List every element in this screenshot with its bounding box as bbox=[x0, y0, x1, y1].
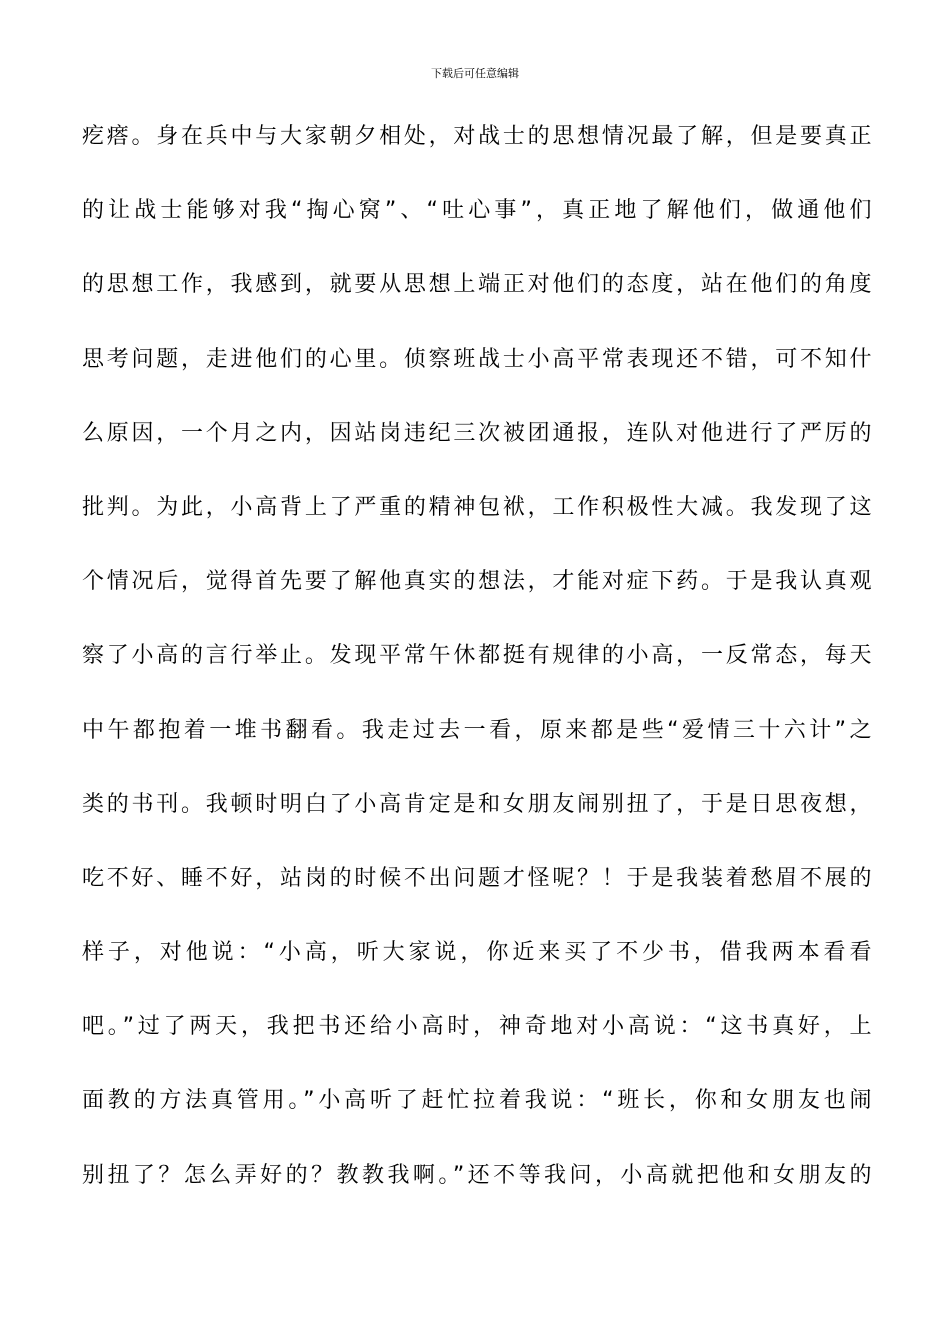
text-line: 察了小高的言行举止。发现平常午休都挺有规律的小高，一反常态，每天 bbox=[82, 643, 872, 669]
page-header: 下载后可任意编辑 bbox=[431, 67, 519, 80]
text-line: 思考问题，走进他们的心里。侦察班战士小高平常表现还不错，可不知什 bbox=[82, 346, 872, 372]
text-line: 吃不好、睡不好，站岗的时候不出问题才怪呢？！于是我装着愁眉不展的 bbox=[82, 865, 872, 891]
text-line: 吧。”过了两天，我把书还给小高时，神奇地对小高说：“这书真好，上 bbox=[82, 1014, 872, 1040]
text-line: 的让战士能够对我“掏心窝”、“吐心事”，真正地了解他们，做通他们 bbox=[82, 198, 872, 224]
text-line: 个情况后，觉得首先要了解他真实的想法，才能对症下药。于是我认真观 bbox=[82, 569, 872, 595]
text-line: 疙瘩。身在兵中与大家朝夕相处，对战士的思想情况最了解，但是要真正 bbox=[82, 124, 872, 149]
text-line: 中午都抱着一堆书翻看。我走过去一看，原来都是些“爱情三十六计”之 bbox=[82, 717, 872, 743]
text-line: 批判。为此，小高背上了严重的精神包袱，工作积极性大减。我发现了这 bbox=[82, 494, 872, 520]
text-line: 么原因，一个月之内，因站岗违纪三次被团通报，连队对他进行了严厉的 bbox=[82, 420, 872, 446]
text-line: 别扭了？怎么弄好的？教教我啊。”还不等我问，小高就把他和女朋友的 bbox=[82, 1162, 872, 1188]
text-line: 的思想工作，我感到，就要从思想上端正对他们的态度，站在他们的角度 bbox=[82, 272, 872, 298]
text-line: 类的书刊。我顿时明白了小高肯定是和女朋友闹别扭了，于是日思夜想， bbox=[82, 791, 872, 817]
text-line: 面教的方法真管用。”小高听了赶忙拉着我说：“班长，你和女朋友也闹 bbox=[82, 1088, 872, 1114]
text-line: 样子，对他说：“小高，听大家说，你近来买了不少书，借我两本看看 bbox=[82, 940, 872, 966]
body-text bbox=[82, 112, 872, 1225]
